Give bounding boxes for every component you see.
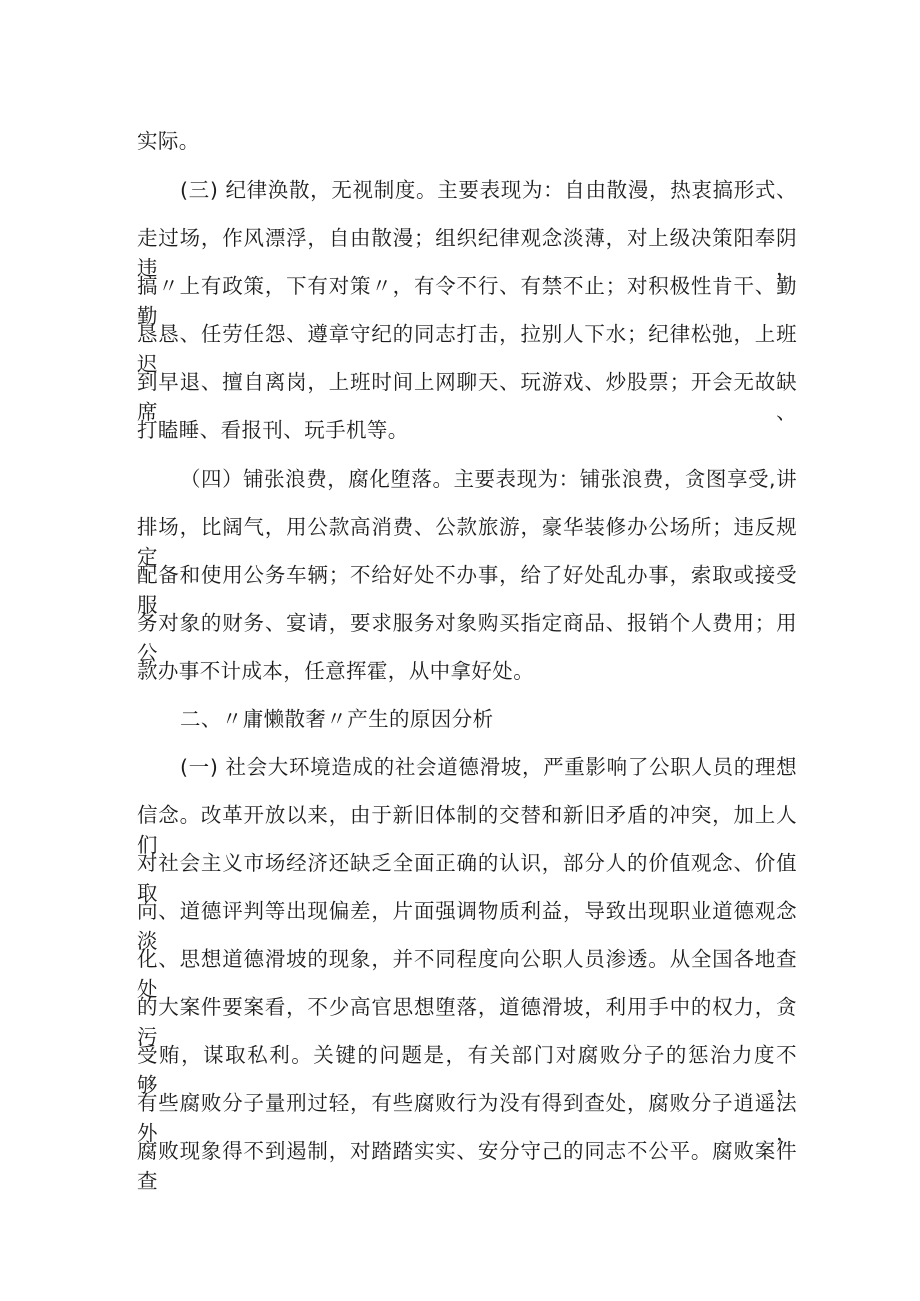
text-line: 到早退、擅自离岗，上班时间上网聊天、玩游戏、炒股票；开会无故缺席、	[137, 370, 797, 424]
text-line: 配备和使用公务车辆；不给好处不办事，给了好处乱办事，索取或接受服	[137, 563, 797, 617]
text-line: 务对象的财务、宴请，要求服务对象购买指定商品、报销个人费用；用公	[137, 611, 797, 665]
text-line: 受贿，谋取私利。关键的问题是，有关部门对腐败分子的惩治力度不够，	[137, 1043, 797, 1097]
text-line: 实际。	[137, 129, 200, 153]
text-line: 向、道德评判等出现偏差，片面强调物质利益，导致出现职业道德观念淡	[137, 899, 797, 953]
text-line: 有些腐败分子量刑过轻，有些腐败行为没有得到查处，腐败分子逍遥法外，	[137, 1091, 797, 1145]
text-line: 走过场，作风漂浮，自由散漫；组织纪律观念淡薄，对上级决策阳奉阴违，	[137, 226, 797, 280]
text-line: 打瞌睡、看报刊、玩手机等。	[137, 418, 409, 442]
section-2-1-heading-line: (一) 社会大环境造成的社会道德滑坡，严重影响了公职人员的理想	[180, 755, 797, 779]
text-line: 腐败现象得不到遏制，对踏踏实实、安分守己的同志不公平。腐败案件查	[137, 1139, 797, 1193]
text-line: 的大案件要案看，不少高官思想堕落，道德滑坡，利用手中的权力，贪污	[137, 995, 797, 1049]
text-line: 对社会主义市场经济还缺乏全面正确的认识，部分人的价值观念、价值取	[137, 851, 797, 905]
text-line: 化、思想道德滑坡的现象，并不同程度向公职人员渗透。从全国各地查处	[137, 947, 797, 1001]
text-line: 款办事不计成本，任意挥霍，从中拿好处。	[137, 659, 535, 683]
text-line: 搞〃上有政策，下有对策〃，有令不行、有禁不止；对积极性肯干、勤勤	[137, 274, 797, 328]
text-line: 排场，比阔气，用公款高消费、公款旅游，豪华装修办公场所；违反规定	[137, 515, 797, 569]
section-3-heading-line: (三) 纪律涣散，无视制度。主要表现为：自由散漫，热衷搞形式、	[180, 178, 797, 202]
text-line: 恳恳、任劳任怨、遵章守纪的同志打击，拉别人下水；纪律松弛，上班迟	[137, 322, 797, 376]
chapter-2-heading: 二、〃庸懒散奢〃产生的原因分析	[180, 707, 494, 731]
text-line: 信念。改革开放以来，由于新旧体制的交替和新旧矛盾的冲突，加上人们	[137, 803, 797, 857]
section-4-heading-line: （四）铺张浪费，腐化堕落。主要表现为：铺张浪费，贪图享受,讲	[180, 467, 797, 491]
